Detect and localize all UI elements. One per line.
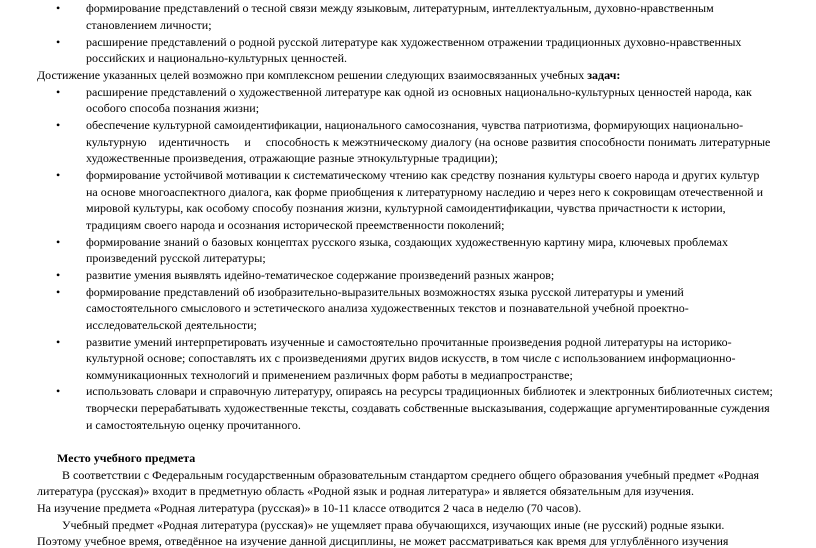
tasks-intro-text: Достижение указанных целей возможно при комплексном решении следующих взаимосвязанных учебных	[37, 68, 588, 83]
text-line: культурную идентичность и способность к межэтническому диалогу (на основе развития способности понимать литературные	[86, 134, 771, 149]
bullet-icon	[56, 284, 60, 301]
list-item	[0, 234, 816, 267]
text-line: Учебный предмет «Родная литература (русская)» не ущемляет права обучающихся, изучающих иные (не русский) родные языки.	[62, 517, 725, 532]
text-line: На изучение предмета «Родная литература (русская)» в 10-11 классе отводится 2 часа в неделю (70 часов).	[37, 501, 582, 516]
bullet-icon	[56, 84, 60, 101]
text-line: произведений русской литературы;	[86, 251, 266, 266]
text-line: мировой культуры, как особому способу познания жизни, культурной самоидентификации, чувства причастности к истории,	[86, 201, 726, 216]
bullet-icon	[56, 167, 60, 184]
text-line: В соответствии с Федеральным государственным образовательным стандартом среднего общего образования учебный предмет «Родная	[62, 467, 760, 482]
goals-list	[0, 0, 816, 67]
bullet-icon	[56, 383, 60, 400]
text-line: обеспечение культурной самоидентификации, национального самосознания, чувства патриотизма, формирующих национально-	[86, 117, 744, 132]
list-item	[0, 84, 816, 117]
subject-place-section	[0, 450, 816, 547]
text-line: литература (русская)» входит в предметную область «Родной язык и родная литература» и является обязательным для изучения.	[37, 484, 695, 499]
text-line: развитие умений интерпретировать изученные и самостоятельно прочитанные произведения родной литературы на историко-	[86, 334, 732, 349]
bullet-icon	[56, 334, 60, 351]
text-line: становлением личности;	[86, 18, 212, 33]
text-line: культурной основе; сопоставлять их с произведениями других видов искусств, в том числе с использованием информационно-	[86, 351, 736, 366]
text-line: на основе многоаспектного диалога, как форме приобщения к литературному наследию и через него к сокровищам отечественной и	[86, 184, 764, 199]
paragraph	[0, 467, 816, 500]
bullet-icon	[56, 34, 60, 51]
text-line: расширение представлений о родной русской литературе как художественном отражении традиционных духовно-нравственных	[86, 34, 742, 49]
text-line: развитие умения выявлять идейно-тематическое содержание произведений разных жанров;	[86, 267, 555, 282]
tasks-intro-emphasis: задач:	[587, 68, 621, 83]
text-line: российских и национально-культурных ценностей.	[86, 51, 348, 66]
bullet-icon	[56, 117, 60, 134]
text-line: Поэтому учебное время, отведённое на изучение данной дисциплины, не может рассматриваться как время для углублённого изучения	[37, 534, 729, 548]
text-line: самостоятельного смыслового и эстетического анализа художественных текстов и познавательной учебной проектно-	[86, 301, 689, 316]
list-item	[0, 284, 816, 334]
list-item	[0, 167, 816, 234]
section-heading: Место учебного предмета	[57, 451, 196, 466]
paragraph	[0, 517, 816, 548]
text-line: формирование представлений об изобразительно-выразительных возможностях языка русской литературы и умений	[86, 284, 684, 299]
list-item	[0, 34, 816, 67]
paragraph	[0, 500, 816, 517]
paragraph-spacer	[0, 433, 816, 450]
tasks-list	[0, 84, 816, 434]
list-item	[0, 383, 816, 433]
list-item	[0, 117, 816, 167]
text-line: творчески перерабатывать художественные тексты, создавать собственные высказывания, содержащие аргументированные суждения	[86, 401, 770, 416]
text-line: расширение представлений о художественной литературе как одной из основных национально-культурных ценностей народа, как	[86, 84, 752, 99]
bullet-icon	[56, 234, 60, 251]
list-item	[0, 267, 816, 284]
text-line: коммуникационных технологий и применением различных форм работы в медиапространстве;	[86, 367, 573, 382]
text-line: традициям своего народа и осознания исторической преемственности поколений;	[86, 217, 505, 232]
bullet-icon	[56, 0, 60, 17]
text-line: художественные произведения, отражающие разные этнокультурные традиции);	[86, 151, 498, 166]
text-line: формирование представлений о тесной связи между языковым, литературным, интеллектуальным, духовно-нравственным	[86, 1, 714, 16]
text-line: и самостоятельную оценку прочитанного.	[86, 417, 301, 432]
text-line: исследовательской деятельности;	[86, 317, 257, 332]
text-line: особого способа познания жизни;	[86, 101, 260, 116]
list-item	[0, 0, 816, 33]
text-line: использовать словари и справочную литературу, опираясь на ресурсы традиционных библиотек и электронных библиотечных систем;	[86, 384, 773, 399]
list-item	[0, 334, 816, 384]
text-line: формирование знаний о базовых концептах русского языка, создающих художественную картину мира, ключевых проблемах	[86, 234, 728, 249]
text-line: формирование устойчивой мотивации к систематическому чтению как средству познания культуры своего народа и других культур	[86, 167, 760, 182]
bullet-icon	[56, 267, 60, 284]
tasks-intro	[0, 67, 816, 84]
